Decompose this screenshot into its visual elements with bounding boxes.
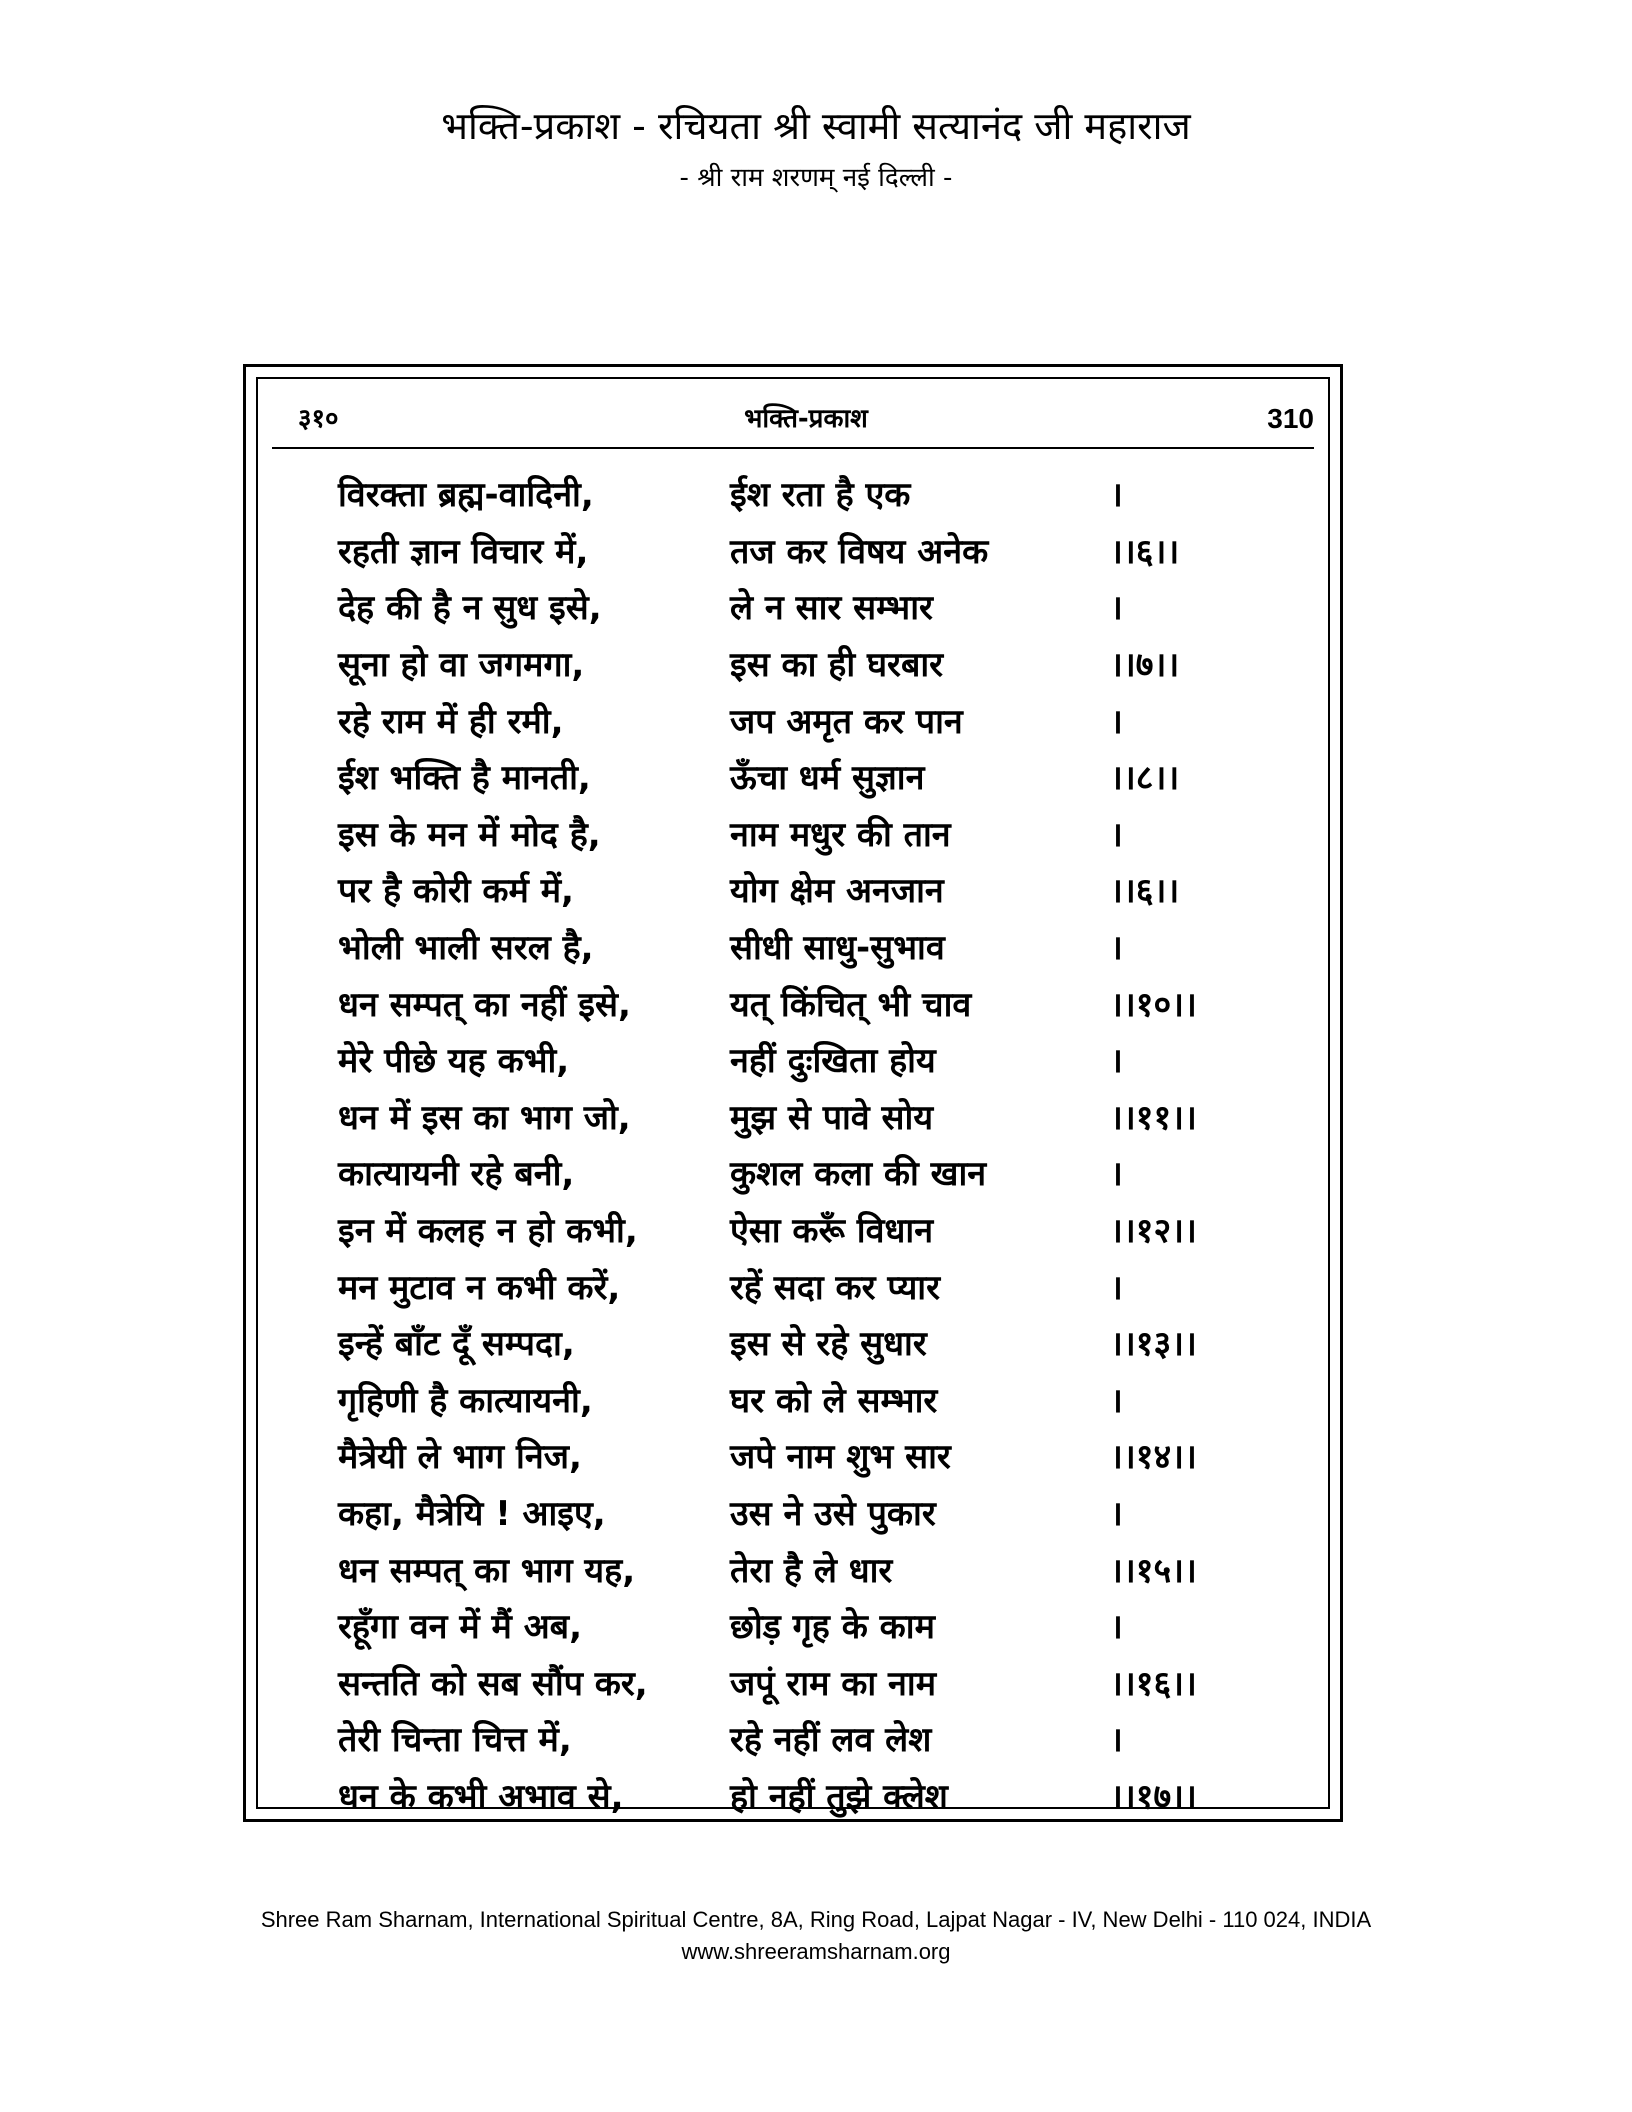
verse-second-part: हो नहीं तुझे क्लेश bbox=[730, 1776, 948, 1817]
verse-first-part: सन्तति को सब सौंप कर, bbox=[338, 1663, 648, 1704]
verse-num-part: ।।८।। bbox=[1110, 758, 1180, 799]
verse-second-part: इस का ही घरबार bbox=[730, 645, 944, 686]
verse-second-part: घर को ले सम्भार bbox=[730, 1380, 938, 1421]
footer-address: Shree Ram Sharnam, International Spiritual Centre, 8A, Ring Road, Lajpat Nagar - IV, New Delhi - 110 024, INDIA bbox=[260, 1907, 1372, 1932]
verse-second-part: छोड़ गृह के काम bbox=[730, 1607, 935, 1648]
verse-num-part: ।।१७।। bbox=[1110, 1776, 1197, 1817]
footer-url: www.shreeramsharnam.org bbox=[681, 1939, 951, 1964]
verse-line bbox=[338, 635, 1278, 692]
verse-num-part: । bbox=[1110, 1380, 1123, 1421]
verse-first-part: धन के कभी अभाव से, bbox=[338, 1776, 624, 1817]
verse-num-part: । bbox=[1110, 1267, 1123, 1308]
document-title: भक्ति-प्रकाश - रचियता श्री स्वामी सत्यानंद जी महाराज bbox=[441, 104, 1191, 148]
verse-num-part: । bbox=[1110, 588, 1123, 629]
verse-line bbox=[338, 691, 1278, 748]
scanned-page-frame bbox=[243, 364, 1343, 1822]
verse-line bbox=[338, 1540, 1278, 1597]
verse-second-part: ऐसा करूँ विधान bbox=[730, 1211, 934, 1252]
verse-line bbox=[338, 578, 1278, 635]
verse-line bbox=[338, 918, 1278, 975]
verse-first-part: इस के मन में मोद है, bbox=[338, 814, 601, 855]
verse-line bbox=[338, 465, 1278, 522]
verse-num-part: ।।१०।। bbox=[1110, 984, 1197, 1025]
verse-first-part: रहूँगा वन में मैं अब, bbox=[338, 1607, 582, 1648]
verse-first-part: धन सम्पत् का भाग यह, bbox=[338, 1550, 636, 1591]
verse-second-part: मुझ से पावे सोय bbox=[730, 1097, 934, 1138]
verse-list bbox=[338, 465, 1278, 1823]
verse-num-part: । bbox=[1110, 1041, 1123, 1082]
verse-num-part: । bbox=[1110, 814, 1123, 855]
verse-num-part: ।।१५।। bbox=[1110, 1550, 1197, 1591]
verse-second-part: जपे नाम शुभ सार bbox=[730, 1437, 951, 1478]
verse-first-part: इन्हें बाँट दूँ सम्पदा, bbox=[338, 1324, 575, 1365]
verse-first-part: सूना हो वा जगमगा, bbox=[338, 645, 585, 686]
verse-first-part: पर है कोरी कर्म में, bbox=[338, 871, 574, 912]
verse-second-part: ऊँचा धर्म सुज्ञान bbox=[730, 758, 925, 799]
verse-num-part: । bbox=[1110, 475, 1123, 516]
page-inner-border bbox=[256, 377, 1330, 1817]
verse-num-part: ।।११।। bbox=[1110, 1097, 1197, 1138]
verse-first-part: भोली भाली सरल है, bbox=[338, 928, 594, 969]
verse-num-part: ।।१४।। bbox=[1110, 1437, 1197, 1478]
verse-num-part: ।।६।। bbox=[1110, 531, 1180, 572]
verse-line bbox=[338, 748, 1278, 805]
verse-line bbox=[338, 1767, 1278, 1824]
verse-second-part: रहे नहीं लव लेश bbox=[730, 1720, 932, 1761]
verse-num-part: । bbox=[1110, 701, 1123, 742]
header-divider bbox=[272, 447, 1314, 449]
verse-first-part: रहे राम में ही रमी, bbox=[338, 701, 564, 742]
verse-line bbox=[338, 1314, 1278, 1371]
page-number-hindi: ३१० bbox=[298, 404, 339, 434]
verse-num-part: । bbox=[1110, 1720, 1123, 1761]
verse-first-part: कात्यायनी रहे बनी, bbox=[338, 1154, 575, 1195]
verse-line bbox=[338, 1088, 1278, 1145]
verse-first-part: विरक्ता ब्रह्म-वादिनी, bbox=[338, 475, 594, 516]
verse-line bbox=[338, 1031, 1278, 1088]
verse-line bbox=[338, 1257, 1278, 1314]
verse-second-part: यत् किंचित् भी चाव bbox=[730, 984, 972, 1025]
verse-first-part: मेरे पीछे यह कभी, bbox=[338, 1041, 570, 1082]
verse-second-part: रहें सदा कर प्यार bbox=[730, 1267, 940, 1308]
verse-line bbox=[338, 1144, 1278, 1201]
verse-line bbox=[338, 1201, 1278, 1258]
verse-num-part: । bbox=[1110, 1154, 1123, 1195]
verse-num-part: ।।१६।। bbox=[1110, 1663, 1197, 1704]
verse-num-part: । bbox=[1110, 1493, 1123, 1534]
verse-num-part: । bbox=[1110, 928, 1123, 969]
verse-first-part: देह की है न सुध इसे, bbox=[338, 588, 602, 629]
verse-first-part: रहती ज्ञान विचार में, bbox=[338, 531, 589, 572]
verse-second-part: जपूं राम का नाम bbox=[730, 1663, 937, 1704]
verse-second-part: नहीं दुःखिता होय bbox=[730, 1041, 936, 1082]
verse-line bbox=[338, 1710, 1278, 1767]
verse-line bbox=[338, 1484, 1278, 1541]
verse-second-part: ईश रता है एक bbox=[730, 475, 911, 516]
verse-line bbox=[338, 1597, 1278, 1654]
verse-second-part: कुशल कला की खान bbox=[730, 1154, 987, 1195]
verse-num-part: ।।१३।। bbox=[1110, 1324, 1197, 1365]
verse-line bbox=[338, 861, 1278, 918]
verse-num-part: ।।६।। bbox=[1110, 871, 1180, 912]
verse-num-part: ।।१२।। bbox=[1110, 1211, 1197, 1252]
verse-line bbox=[338, 1427, 1278, 1484]
verse-first-part: ईश भक्ति है मानती, bbox=[338, 758, 591, 799]
verse-line bbox=[338, 1371, 1278, 1428]
verse-num-part: । bbox=[1110, 1607, 1123, 1648]
page-number: 310 bbox=[1267, 403, 1314, 434]
verse-second-part: उस ने उसे पुकार bbox=[730, 1493, 936, 1534]
document-subtitle: - श्री राम शरणम् नई दिल्ली - bbox=[679, 163, 953, 193]
page-header bbox=[298, 399, 1314, 439]
verse-first-part: गृहिणी है कात्यायनी, bbox=[338, 1380, 593, 1421]
verse-first-part: कहा, मैत्रेयि ! आइए, bbox=[338, 1493, 606, 1534]
running-title: भक्ति-प्रकाश bbox=[744, 404, 868, 434]
verse-second-part: सीधी साधु-सुभाव bbox=[730, 928, 945, 969]
verse-first-part: धन सम्पत् का नहीं इसे, bbox=[338, 984, 631, 1025]
verse-second-part: नाम मधुर की तान bbox=[730, 814, 951, 855]
verse-num-part: ।।७।। bbox=[1110, 645, 1180, 686]
verse-second-part: तेरा है ले धार bbox=[730, 1550, 893, 1591]
verse-second-part: ले न सार सम्भार bbox=[730, 588, 933, 629]
verse-second-part: इस से रहे सुधार bbox=[730, 1324, 927, 1365]
verse-line bbox=[338, 805, 1278, 862]
verse-first-part: धन में इस का भाग जो, bbox=[338, 1097, 631, 1138]
verse-second-part: योग क्षेम अनजान bbox=[730, 871, 944, 912]
verse-line bbox=[338, 522, 1278, 579]
verse-line bbox=[338, 1653, 1278, 1710]
verse-first-part: तेरी चिन्ता चित्त में, bbox=[338, 1720, 572, 1761]
verse-second-part: जप अमृत कर पान bbox=[730, 701, 963, 742]
verse-first-part: इन में कलह न हो कभी, bbox=[338, 1211, 638, 1252]
verse-first-part: मैत्रेयी ले भाग निज, bbox=[338, 1437, 582, 1478]
verse-line bbox=[338, 974, 1278, 1031]
verse-first-part: मन मुटाव न कभी करें, bbox=[338, 1267, 621, 1308]
verse-second-part: तज कर विषय अनेक bbox=[730, 531, 989, 572]
